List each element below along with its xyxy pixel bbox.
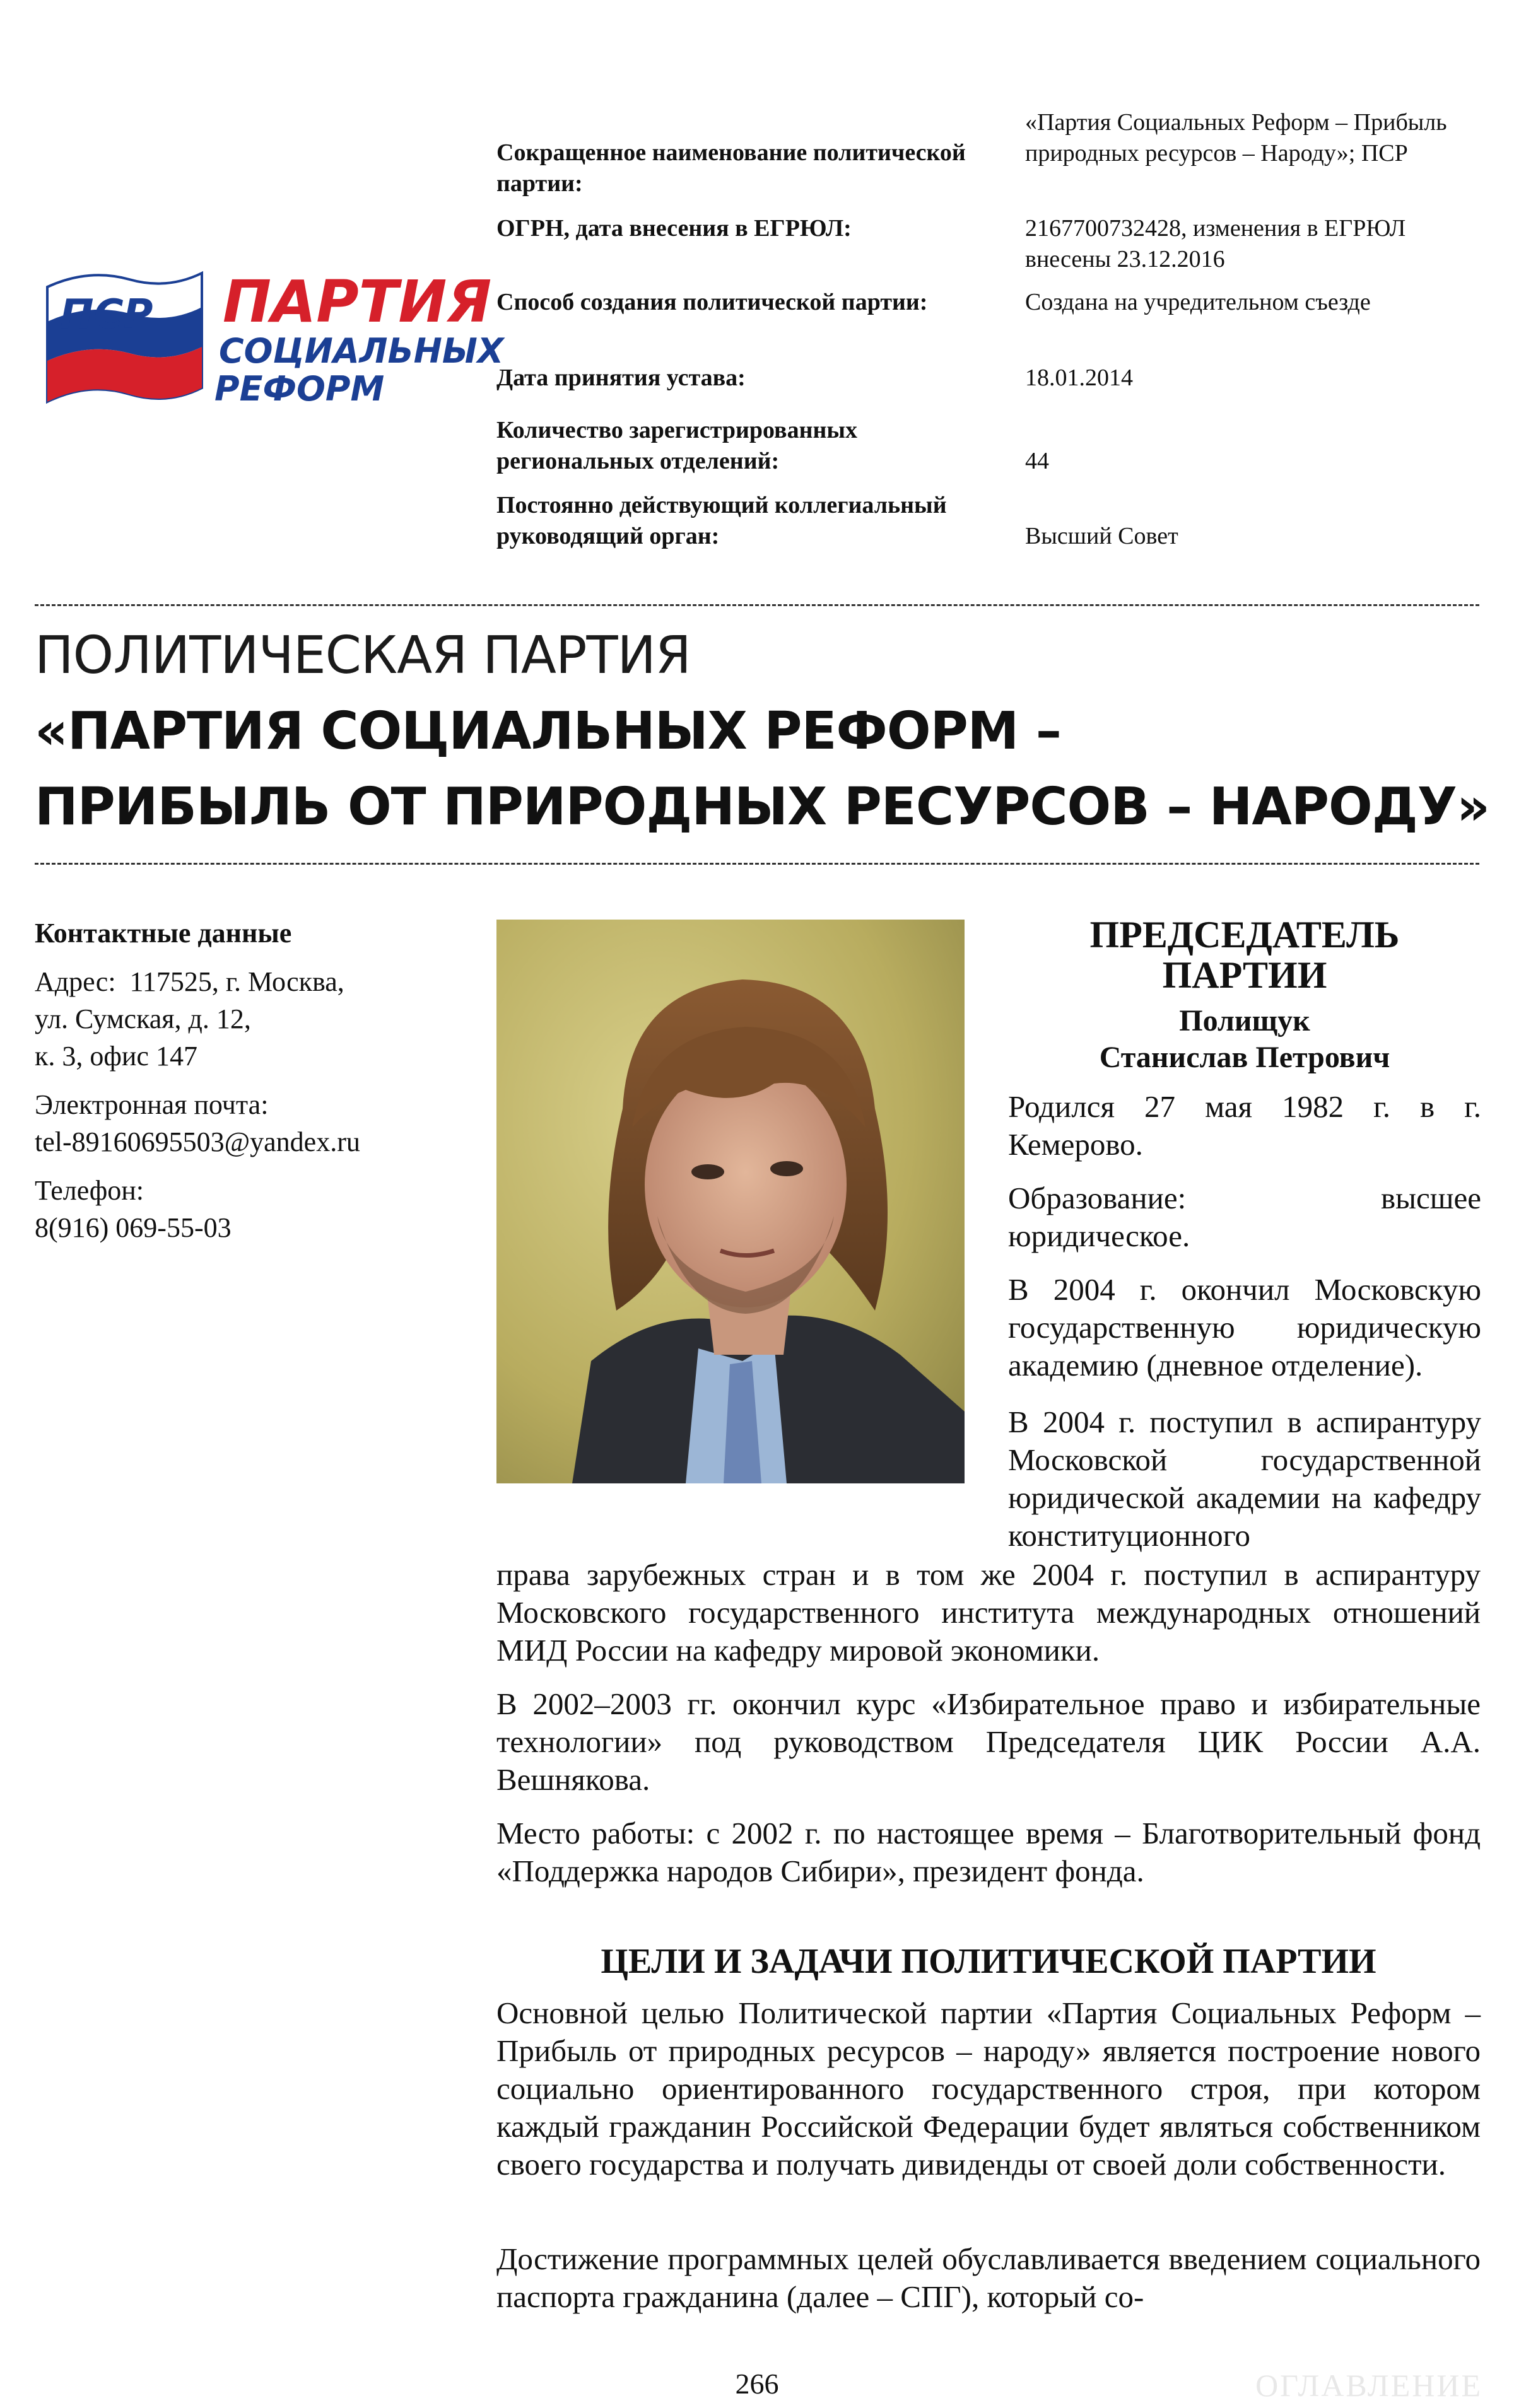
chairman-portrait [496, 920, 965, 1483]
bio-paragraph: В 2004 г. окончил Московскую государственную юридическую академию (дневное отделение). [1008, 1272, 1481, 1382]
contacts-phone [35, 1172, 438, 1246]
address-line: 117525, г. Москва, [129, 966, 344, 997]
contacts-address [35, 963, 438, 1075]
info-label: ОГРН, дата внесения в ЕГРЮЛ: [496, 215, 852, 242]
toc-link[interactable]: ОГЛАВЛЕНИЕ [1255, 2368, 1482, 2403]
address-line: к. 3, офис 147 [35, 1041, 197, 1072]
logo-wordmark-line1: ПАРТИЯ [223, 268, 492, 336]
page-title-line2: ПРИБЫЛЬ ОТ ПРИРОДНЫХ РЕСУРСОВ – НАРОДУ» [35, 777, 1489, 837]
goals-paragraph: Достижение программных целей обуславливается введением социального паспорта гражданина (далее – СПГ), который со- [496, 2241, 1481, 2314]
info-value: 2167700732428, изменения в ЕГРЮЛ внесены 23.12.2016 [1025, 215, 1406, 272]
bio-paragraph: Родился 27 мая 1982 г. в г. Кемерово. [1008, 1089, 1481, 1162]
divider [35, 604, 1479, 606]
page-number: 266 [735, 2368, 779, 2400]
info-label: Способ создания политической партии: [496, 289, 928, 315]
logo-wordmark-line2: СОЦИАЛЬНЫХ [219, 331, 504, 371]
party-logo-graphic [35, 262, 504, 419]
chairman-photo [496, 920, 965, 1483]
info-label: Постоянно действующий коллегиальный руководящий орган: [496, 492, 947, 549]
info-label: Дата принятия устава: [496, 365, 746, 391]
info-value: 18.01.2014 [1025, 365, 1133, 391]
info-value: Высший Совет [1025, 523, 1178, 549]
phone-value: 8(916) 069-55-03 [35, 1212, 232, 1243]
goals-heading: ЦЕЛИ И ЗАДАЧИ ПОЛИТИЧЕСКОЙ ПАРТИИ [601, 1942, 1376, 1981]
chair-title: ПРЕДСЕДАТЕЛЬ ПАРТИИ [1089, 914, 1400, 996]
bio-paragraph: В 2002–2003 гг. окончил курс «Избирательное право и избирательные технологии» под руководством Председателя ЦИК России А.А. Вешнякова. [496, 1686, 1481, 1797]
page-title-line1: «ПАРТИЯ СОЦИАЛЬНЫХ РЕФОРМ – [35, 701, 1061, 761]
chair-surname: Полищук [1179, 1004, 1310, 1037]
address-line: ул. Сумская, д. 12, [35, 1003, 251, 1034]
bio-paragraph: права зарубежных стран и в том же 2004 г. поступил в аспирантуру Московского государственного института международных отношений МИД России на кафедру мировой экономики. [496, 1557, 1481, 1668]
contacts-heading: Контактные данные [35, 918, 292, 949]
info-label: Сокращенное наименование политической партии: [496, 139, 966, 197]
party-logo [35, 262, 504, 419]
email-link[interactable]: tel-89160695503@yandex.ru [35, 1126, 360, 1157]
bio-paragraph: Образование: высшее юридическое. [1008, 1181, 1481, 1253]
phone-label: Телефон: [35, 1175, 144, 1206]
chair-name [1008, 1003, 1481, 1076]
bio-paragraph: В 2004 г. поступил в аспирантуру Московской государственной юридической академии на кафедру конституционного [1008, 1405, 1481, 1553]
logo-wordmark-line3: РЕФОРМ [214, 369, 385, 409]
contacts-email [35, 1086, 438, 1160]
logo-flag-abbrev: ПСР [60, 291, 153, 338]
divider [35, 863, 1479, 865]
chair-given-names: Станислав Петрович [1099, 1041, 1390, 1074]
bio-paragraph: Место работы: с 2002 г. по настоящее время – Благотворительный фонд «Поддержка народов Сибири», президент фонда. [496, 1816, 1481, 1888]
page-title-kicker: ПОЛИТИЧЕСКАЯ ПАРТИЯ [35, 626, 691, 686]
goals-paragraph: Основной целью Политической партии «Партия Социальных Реформ – Прибыль от природных ресурсов – народу» является построение нового социально ориентированного государственного строя, при котором каждый гражданин Российской Федерации будет являться собственником своего государства и получать дивиденды от своей доли собственности. [496, 1996, 1481, 2182]
contacts-block [35, 915, 438, 1258]
info-value: «Партия Социальных Реформ – Прибыль природных ресурсов – Народу»; ПСР [1025, 109, 1447, 167]
address-label: Адрес: [35, 966, 116, 997]
info-value: 44 [1025, 448, 1049, 474]
info-label: Количество зарегистрированных региональных отделений: [496, 417, 858, 474]
info-value: Создана на учредительном съезде [1025, 289, 1371, 315]
email-label: Электронная почта: [35, 1089, 269, 1120]
